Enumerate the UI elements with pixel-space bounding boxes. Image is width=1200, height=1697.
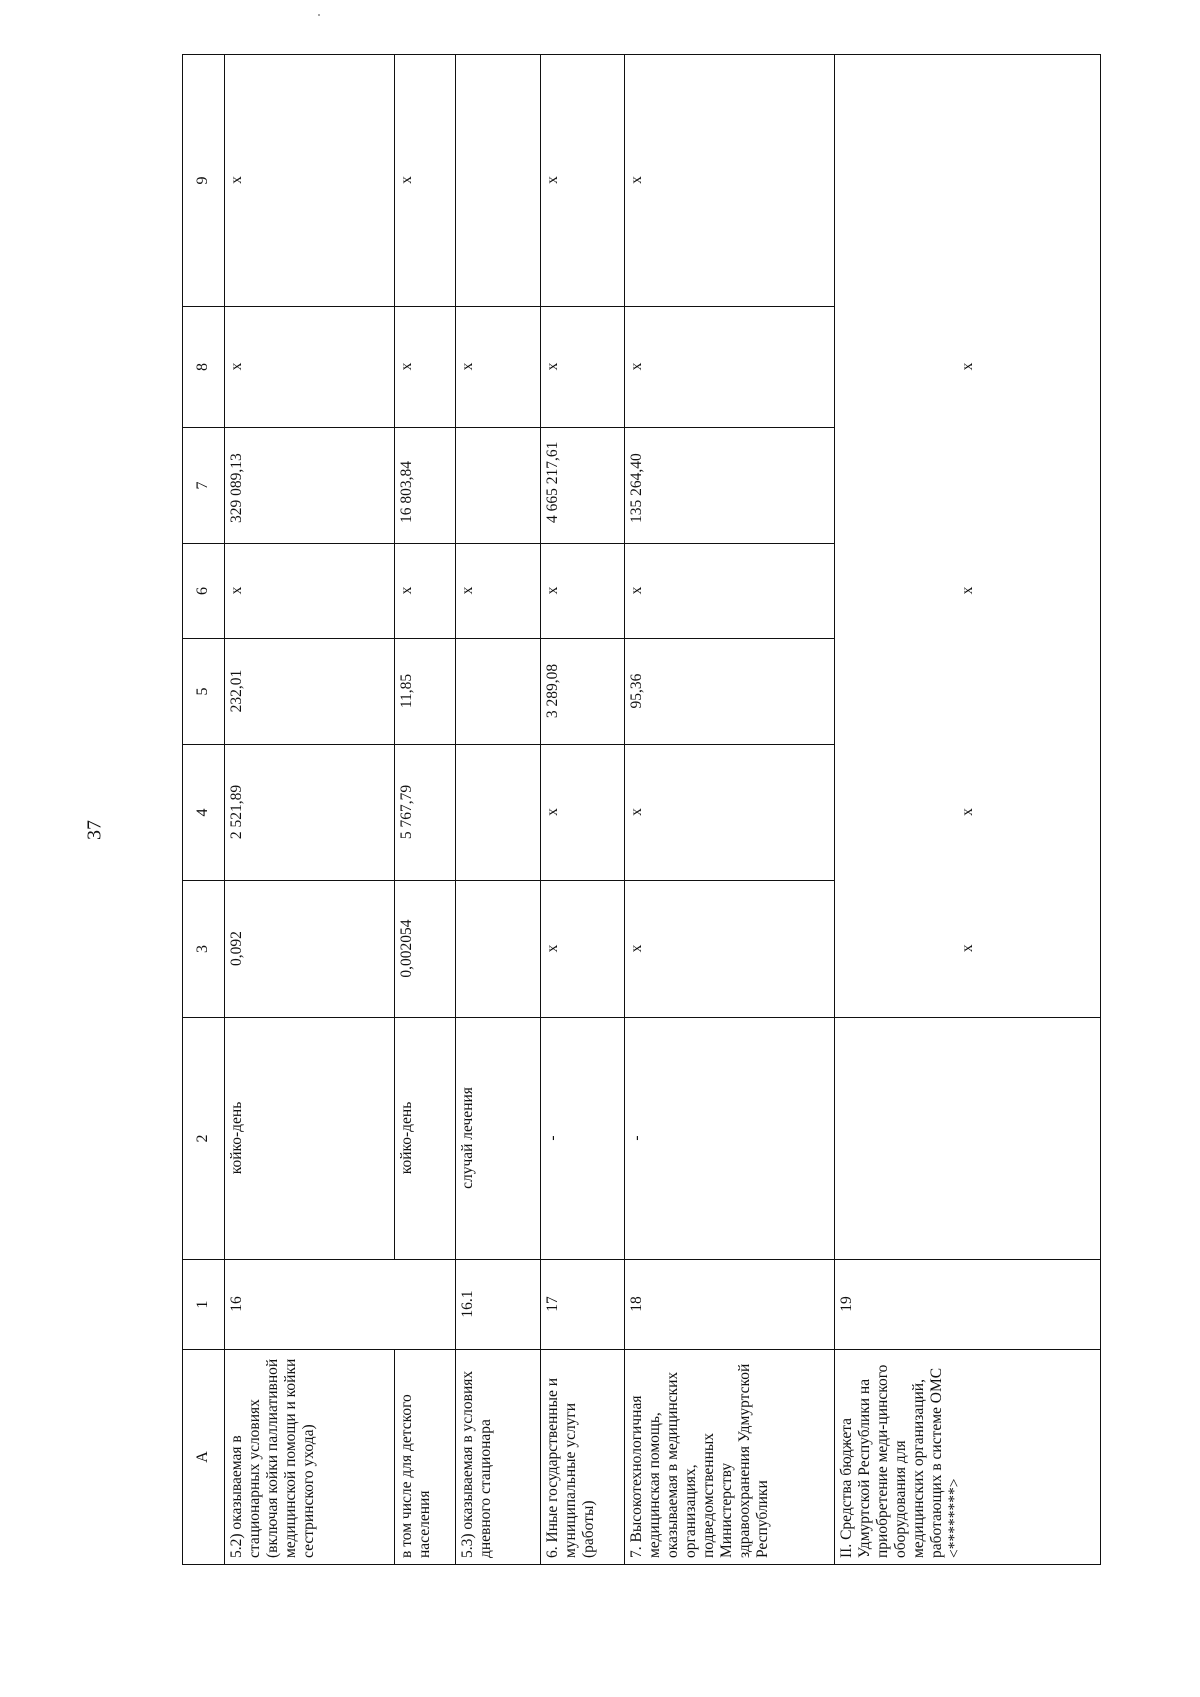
- row-number-cell: 16.1: [456, 1260, 541, 1350]
- value-cell: x: [456, 307, 541, 428]
- value-cell: 329 089,13: [225, 428, 395, 544]
- header-cell: 2: [183, 1018, 225, 1260]
- value-cell: x: [541, 745, 625, 881]
- value-cell: 232,01: [225, 639, 395, 745]
- value-cell: x: [625, 745, 835, 881]
- value-cell: 11,85: [395, 639, 456, 745]
- unit-cell: -: [625, 1018, 835, 1260]
- header-cell: 5: [183, 639, 225, 745]
- row-number-cell: [395, 1260, 456, 1350]
- value-cell: x: [541, 307, 625, 428]
- value-cell: 4 665 217,61: [541, 428, 625, 544]
- row-number-cell: 16: [225, 1260, 395, 1350]
- table-row: [395, 55, 456, 1565]
- scan-speck: [318, 14, 320, 16]
- value-cell: [456, 55, 541, 307]
- value-cell: x: [835, 881, 1101, 1018]
- value-cell: x: [625, 881, 835, 1018]
- table-row: [225, 55, 395, 1565]
- value-cell: x: [225, 544, 395, 639]
- row-number-cell: 17: [541, 1260, 625, 1350]
- value-cell: x: [625, 544, 835, 639]
- row-name-cell: 7. Высокотехнологичная медицинская помощь, оказываемая в медицинских организациях, подведомственных Министерству здравоохранения Удмуртской Республики: [625, 1350, 835, 1565]
- value-cell: x: [625, 307, 835, 428]
- value-cell: x: [541, 544, 625, 639]
- page-number: 37: [83, 820, 106, 840]
- value-cell: x: [395, 55, 456, 307]
- table-row: [541, 55, 625, 1565]
- header-cell: 6: [183, 544, 225, 639]
- value-cell: x: [456, 544, 541, 639]
- header-cell: 9: [183, 55, 225, 307]
- header-cell: 4: [183, 745, 225, 881]
- header-cell: 3: [183, 881, 225, 1018]
- value-cell: x: [541, 55, 625, 307]
- table-row: [456, 55, 541, 1565]
- unit-cell: койко-день: [225, 1018, 395, 1260]
- value-cell: 16 803,84: [395, 428, 456, 544]
- value-cell: [456, 745, 541, 881]
- header-row: [183, 55, 225, 1565]
- value-cell: x: [835, 745, 1101, 881]
- value-cell: x: [225, 307, 395, 428]
- value-cell: [835, 55, 1101, 307]
- table-row: [625, 55, 835, 1565]
- value-cell: 5 767,79: [395, 745, 456, 881]
- unit-cell: -: [541, 1018, 625, 1260]
- value-cell: x: [835, 544, 1101, 639]
- value-cell: 95,36: [625, 639, 835, 745]
- value-cell: x: [835, 307, 1101, 428]
- row-name-cell: в том числе для детского населения: [395, 1350, 456, 1565]
- value-cell: x: [541, 881, 625, 1018]
- value-cell: 0,092: [225, 881, 395, 1018]
- value-cell: [456, 881, 541, 1018]
- value-cell: 3 289,08: [541, 639, 625, 745]
- row-name-cell: II. Средства бюджета Удмуртской Республики на приобретение меди-цинского оборудования для медицинских организаций, работающих в системе ОМС <********>: [835, 1350, 1101, 1565]
- value-cell: 2 521,89: [225, 745, 395, 881]
- value-cell: [456, 428, 541, 544]
- row-name-cell: 6. Иные государственные и муниципальные услуги (работы): [541, 1350, 625, 1565]
- header-cell: A: [183, 1350, 225, 1565]
- unit-cell: койко-день: [395, 1018, 456, 1260]
- value-cell: [456, 639, 541, 745]
- value-cell: [835, 428, 1101, 544]
- value-cell: x: [225, 55, 395, 307]
- data-table: [182, 54, 1101, 1565]
- unit-cell: случай лечения: [456, 1018, 541, 1260]
- value-cell: x: [395, 307, 456, 428]
- rotated-table-container: [182, 55, 1100, 1565]
- row-name-cell: 5.3) оказываемая в условиях дневного стационара: [456, 1350, 541, 1565]
- value-cell: 0,002054: [395, 881, 456, 1018]
- row-name-cell: 5.2) оказываемая в стационарных условиях (включая койки паллиативной медицинской помощи и койки сестринского ухода): [225, 1350, 395, 1565]
- header-cell: 7: [183, 428, 225, 544]
- row-number-cell: 18: [625, 1260, 835, 1350]
- value-cell: x: [625, 55, 835, 307]
- value-cell: 135 264,40: [625, 428, 835, 544]
- header-cell: 1: [183, 1260, 225, 1350]
- table-row: [835, 55, 1101, 1565]
- value-cell: x: [395, 544, 456, 639]
- value-cell: [835, 639, 1101, 745]
- row-number-cell: 19: [835, 1260, 1101, 1350]
- unit-cell: [835, 1018, 1101, 1260]
- header-cell: 8: [183, 307, 225, 428]
